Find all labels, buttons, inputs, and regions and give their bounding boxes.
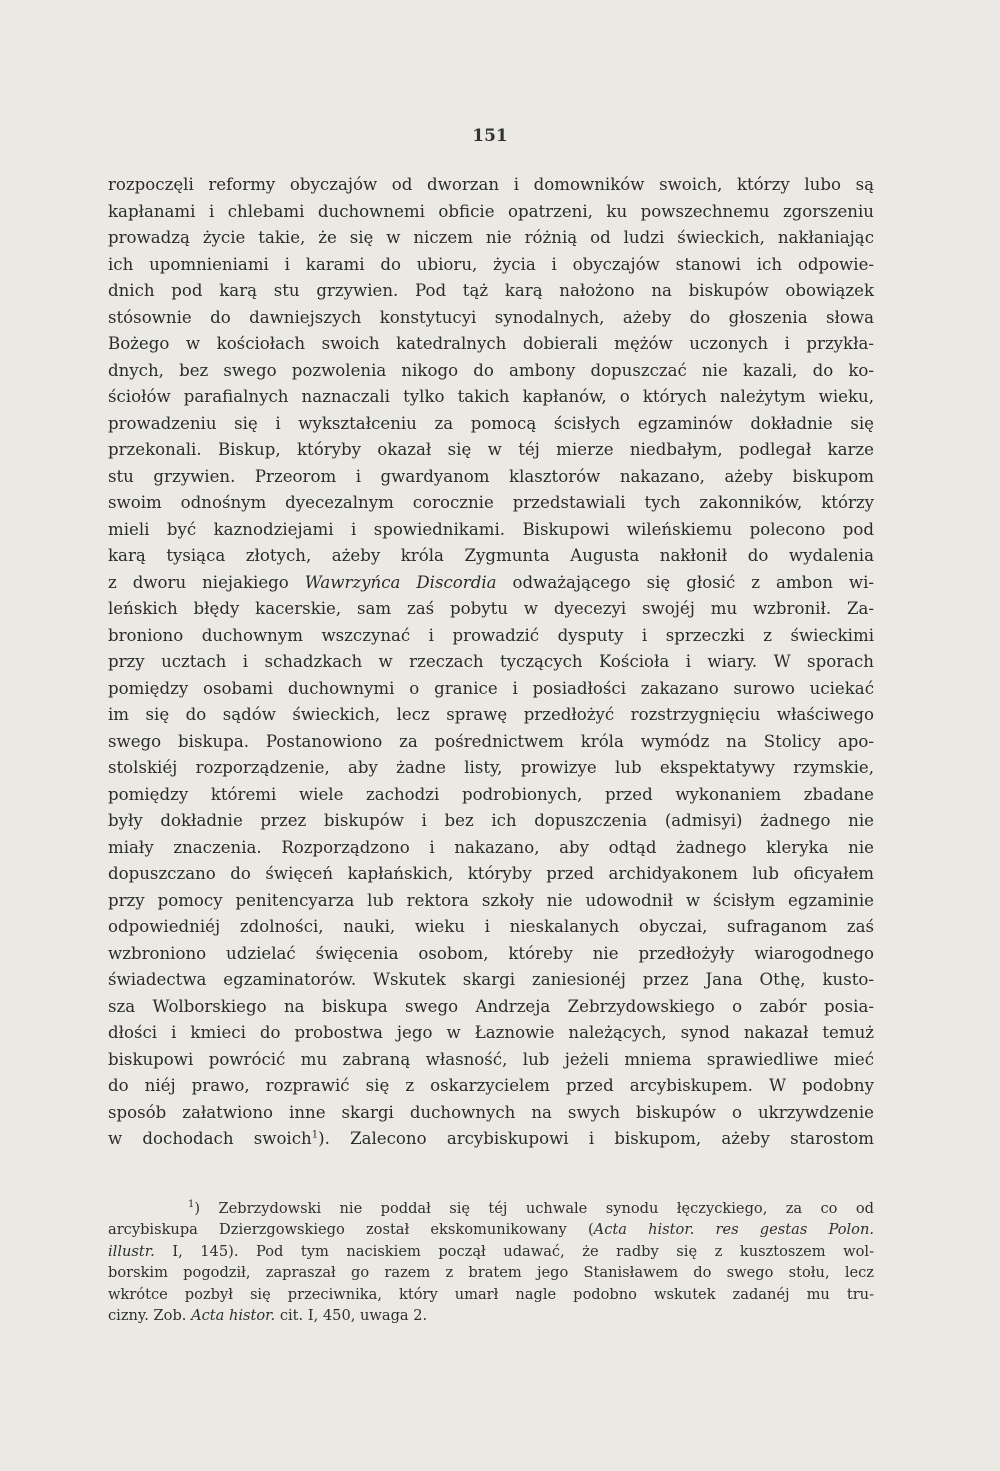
text-line: były dokładnie przez biskupów i bez ich dopuszczenia (admisyi) żadnego nie bbox=[108, 811, 874, 830]
body-text bbox=[108, 172, 874, 1153]
italic-name: Wawrzyńca Discordia bbox=[304, 572, 497, 592]
text-fragment: ). Zalecono arcybiskupowi i biskupom, ażeby starostom bbox=[318, 1129, 874, 1148]
footnote-reference: 1 bbox=[311, 1129, 319, 1141]
text-fragment: z dworu niejakiego bbox=[108, 572, 305, 592]
text-line-with-italic bbox=[108, 570, 874, 597]
text-fragment: cit. I, 450, uwaga 2. bbox=[275, 1307, 428, 1325]
text-line: leńskich błędy kacerskie, sam zaś pobytu w dyecezyi swojéj mu wzbronił. Za- bbox=[108, 599, 874, 618]
text-line: stolskiéj rozporządzenie, aby żadne listy, prowizye lub ekspektatywy rzymskie, bbox=[108, 758, 874, 777]
text-line: wzbroniono udzielać święcenia osobom, któreby nie przedłożyły wiarogodnego bbox=[108, 943, 874, 963]
text-line: przy pomocy penitencyarza lub rektora szkoły nie udowodnił w ścisłym egzaminie bbox=[108, 890, 874, 910]
text-line: dnych, bez swego pozwolenia nikogo do ambony dopuszczać nie kazali, do ko- bbox=[108, 360, 874, 380]
footnote-line bbox=[108, 1198, 874, 1219]
footnote-line bbox=[108, 1219, 874, 1240]
footnote-line: wkrótce pozbył się przeciwnika, który umarł nagle podobno wskutek zadanéj mu tru- bbox=[108, 1285, 874, 1303]
text-line: prowadzeniu się i wykształceniu za pomocą ścisłych egzaminów dokładnie się bbox=[108, 413, 874, 433]
text-line: dnich pod karą stu grzywien. Pod tąż karą nałożono na biskupów obowiązek bbox=[108, 281, 874, 300]
text-line: dłości i kmieci do probostwa jego w Łaznowie należących, synod nakazał temuż bbox=[108, 1023, 874, 1042]
footnote-line bbox=[108, 1241, 874, 1262]
italic-citation: illustr. bbox=[108, 1242, 155, 1260]
italic-citation: Acta histor. bbox=[191, 1307, 276, 1325]
footnote-marker: 1 bbox=[188, 1199, 195, 1211]
text-line: pomiędzy osobami duchownymi o granice i posiadłości zakazano surowo uciekać bbox=[108, 678, 874, 698]
text-line: do niéj prawo, rozprawić się z oskarzycielem przed arcybiskupem. W podobny bbox=[108, 1076, 874, 1095]
page-number: 151 bbox=[472, 126, 508, 146]
text-line: mieli być kaznodziejami i spowiednikami. Biskupowi wileńskiemu polecono pod bbox=[108, 519, 874, 539]
footnote-line: borskim pogodził, zapraszał go razem z bratem jego Stanisławem do swego stołu, lecz bbox=[108, 1264, 874, 1282]
text-line: przekonali. Biskup, któryby okazał się w téj mierze niedbałym, podlegał karze bbox=[108, 440, 874, 459]
text-line: ich upomnieniami i karami do ubioru, życia i obyczajów stanowi ich odpowie- bbox=[108, 254, 874, 274]
text-line: swoim odnośnym dyecezalnym corocznie przedstawiali tych zakonników, którzy bbox=[108, 493, 874, 512]
text-line: dopuszczano do święceń kapłańskich, któryby przed archidyakonem lub oficyałem bbox=[108, 864, 874, 883]
text-line: pomiędzy któremi wiele zachodzi podrobionych, przed wykonaniem zbadane bbox=[108, 784, 874, 804]
footnote-block bbox=[108, 1198, 874, 1326]
text-line-with-footnote-ref bbox=[108, 1126, 874, 1153]
text-fragment: I, 145). Pod tym naciskiem począł udawać, że radby się z kusztoszem wol- bbox=[154, 1242, 874, 1260]
text-line: stósownie do dawniejszych konstytucyi synodalnych, ażeby do głoszenia słowa bbox=[108, 307, 874, 327]
text-line: sza Wolborskiego na biskupa swego Andrzeja Zebrzydowskiego o zabór posia- bbox=[108, 996, 874, 1016]
text-line: kapłanami i chlebami duchownemi obficie opatrzeni, ku powszechnemu zgorszeniu bbox=[108, 201, 874, 221]
text-fragment: w dochodach swoich bbox=[108, 1129, 312, 1148]
text-line: im się do sądów świeckich, lecz sprawę przedłożyć rozstrzygnięciu właściwego bbox=[108, 705, 874, 724]
text-line: prowadzą życie takie, że się w niczem nie różnią od ludzi świeckich, nakłaniając bbox=[108, 228, 874, 247]
text-line: biskupowi powrócić mu zabraną własność, lub jeżeli mniema sprawiedliwe mieć bbox=[108, 1049, 874, 1069]
text-line: odpowiedniéj zdolności, nauki, wieku i nieskalanych obyczai, sufraganom zaś bbox=[108, 917, 874, 936]
text-line: stu grzywien. Przeorom i gwardyanom klasztorów nakazano, ażeby biskupom bbox=[108, 466, 874, 486]
text-line: karą tysiąca złotych, ażeby króla Zygmunta Augusta nakłonił do wydalenia bbox=[108, 546, 874, 565]
text-line: sposób załatwiono inne skargi duchownych na swych biskupów o ukrzywdzenie bbox=[108, 1102, 874, 1122]
text-fragment: arcybiskupa Dzierzgowskiego został ekskomunikowany ( bbox=[108, 1221, 594, 1239]
text-fragment: ) Zebrzydowski nie poddał się téj uchwale synodu łęczyckiego, za co od bbox=[194, 1200, 874, 1217]
footnote-line bbox=[108, 1305, 874, 1326]
text-line: swego biskupa. Postanowiono za pośrednictwem króla wymódz na Stolicy apo- bbox=[108, 731, 874, 751]
text-line: rozpoczęli reformy obyczajów od dworzan i domowników swoich, którzy lubo są bbox=[108, 175, 874, 194]
text-line: przy ucztach i schadzkach w rzeczach tyczących Kościoła i wiary. W sporach bbox=[108, 652, 874, 671]
text-line: miały znaczenia. Rozporządzono i nakazano, aby odtąd żadnego kleryka nie bbox=[108, 837, 874, 857]
text-line: świadectwa egzaminatorów. Wskutek skargi zaniesionéj przez Jana Othę, kusto- bbox=[108, 970, 874, 989]
text-fragment: cizny. Zob. bbox=[108, 1307, 192, 1325]
text-line: broniono duchownym wszczynać i prowadzić dysputy i sprzeczki z świeckimi bbox=[108, 625, 874, 645]
italic-citation: Acta histor. res gestas Polon. bbox=[593, 1221, 874, 1239]
text-fragment: odważającego się głosić z ambon wi- bbox=[496, 572, 875, 592]
text-line: Bożego w kościołach swoich katedralnych dobierali mężów uczonych i przykła- bbox=[108, 334, 874, 353]
text-line: ściołów parafialnych naznaczali tylko takich kapłanów, o których należytym wieku, bbox=[108, 387, 874, 406]
